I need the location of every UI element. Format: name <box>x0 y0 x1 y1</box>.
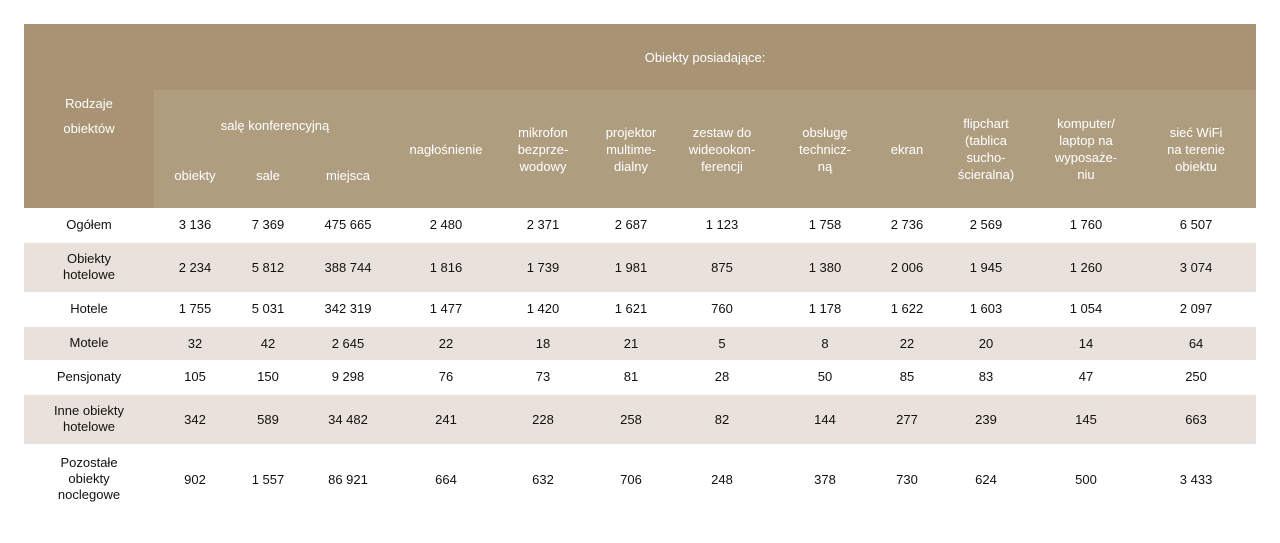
header-conf-objects: obiekty <box>174 167 216 183</box>
header-col-mikrofon: mikrofon bezprze- wodowy <box>517 124 569 174</box>
table-row <box>24 360 1256 394</box>
row-label: Motele <box>24 326 154 360</box>
table-cell: 241 <box>396 394 496 444</box>
table-cell: 239 <box>936 394 1036 444</box>
table-cell: 145 <box>1036 394 1136 444</box>
table-cell: 1 054 <box>1069 301 1103 317</box>
table-row <box>24 242 1256 292</box>
table-cell: 277 <box>878 394 936 444</box>
table-cell: 475 665 <box>324 217 372 233</box>
table-body <box>24 208 1256 514</box>
table-cell: 1 380 <box>772 242 878 292</box>
table-cell: 8 <box>772 326 878 360</box>
table-cell: 663 <box>1136 394 1256 444</box>
table-cell: 81 <box>623 369 639 385</box>
row-label: Inne obiekty hotelowe <box>24 394 154 444</box>
table-cell: 388 744 <box>300 242 396 292</box>
table-cell: 730 <box>896 471 918 487</box>
table-cell: 1 739 <box>496 242 590 292</box>
table-cell: 2 645 <box>300 326 396 360</box>
table-cell: 7 369 <box>251 217 285 233</box>
table-cell: 1 477 <box>429 301 463 317</box>
table-cell: 760 <box>711 301 733 317</box>
table-cell: 18 <box>496 326 590 360</box>
table-cell: 1 603 <box>969 301 1003 317</box>
table-cell: 342 <box>154 394 236 444</box>
row-label: Pozostałe obiekty noclegowe <box>57 455 121 502</box>
table-cell: 378 <box>814 471 836 487</box>
table-cell: 1 178 <box>808 301 842 317</box>
table-cell: 706 <box>620 471 642 487</box>
header-conf-seats: miejsca <box>325 167 371 183</box>
table-cell: 28 <box>714 369 730 385</box>
table-cell: 2 569 <box>969 217 1003 233</box>
table-cell: 1 621 <box>614 301 648 317</box>
table-cell: 2 480 <box>429 217 463 233</box>
table-cell: 1 260 <box>1036 242 1136 292</box>
table-cell: 1 420 <box>526 301 560 317</box>
table-row <box>24 292 1256 326</box>
table-cell: 50 <box>817 369 833 385</box>
table-cell: 76 <box>438 369 454 385</box>
table-cell: 85 <box>899 369 915 385</box>
table-cell: 2 687 <box>614 217 648 233</box>
table-cell: 22 <box>396 326 496 360</box>
table-cell: 1 760 <box>1069 217 1103 233</box>
table-cell: 1 945 <box>936 242 1036 292</box>
table-cell: 5 <box>672 326 772 360</box>
table-cell: 9 298 <box>331 369 365 385</box>
row-label: Hotele <box>70 300 108 316</box>
table-cell: 22 <box>878 326 936 360</box>
header-col-flipchart: flipchart (tablica sucho- ścieralna) <box>957 116 1015 182</box>
table-cell: 82 <box>672 394 772 444</box>
table-cell: 5 812 <box>236 242 300 292</box>
row-label: Obiekty hotelowe <box>24 242 154 292</box>
table-cell: 2 736 <box>890 217 924 233</box>
header-group-title: Obiekty posiadające: <box>154 24 1256 90</box>
table-cell: 47 <box>1078 369 1094 385</box>
table-cell: 105 <box>184 369 206 385</box>
table-cell: 500 <box>1075 471 1097 487</box>
table-cell: 2 371 <box>526 217 560 233</box>
header-conference-room: salę konferencyjną <box>220 118 330 133</box>
header-col-wifi: sieć WiFi na terenie obiektu <box>1167 124 1225 174</box>
table-cell: 150 <box>257 369 279 385</box>
table-cell: 1 557 <box>251 471 285 487</box>
table-cell: 1 981 <box>590 242 672 292</box>
table-row <box>24 394 1256 444</box>
table-cell: 664 <box>435 471 457 487</box>
table-cell: 250 <box>1185 369 1207 385</box>
table-cell: 1 816 <box>396 242 496 292</box>
table-cell: 144 <box>772 394 878 444</box>
table-cell: 5 031 <box>251 301 285 317</box>
table-cell: 624 <box>975 471 997 487</box>
header-col-ekran: ekran <box>890 141 924 157</box>
table-cell: 632 <box>532 471 554 487</box>
row-label: Pensjonaty <box>56 368 122 384</box>
table-cell: 2 006 <box>878 242 936 292</box>
table-cell: 42 <box>236 326 300 360</box>
header-col-komputer: komputer/ laptop na wyposaże- niu <box>1054 116 1118 182</box>
table-cell: 3 433 <box>1179 471 1213 487</box>
table-cell: 1 755 <box>178 301 212 317</box>
header-col-obsluga: obsługę technicz- ną <box>798 124 852 174</box>
table-cell: 3 136 <box>178 217 212 233</box>
header-col-projektor: projektor multime- dialny <box>605 124 657 174</box>
table-cell: 34 482 <box>300 394 396 444</box>
data-table-container <box>24 24 1256 514</box>
table-cell: 73 <box>535 369 551 385</box>
table-cell: 86 921 <box>328 471 368 487</box>
header-col-nagłośnienie: nagłośnienie <box>409 141 483 157</box>
header-col-zestaw: zestaw do wideookon- ferencji <box>688 124 756 174</box>
table-cell: 875 <box>672 242 772 292</box>
table-cell: 589 <box>236 394 300 444</box>
table-cell: 342 319 <box>324 301 372 317</box>
row-label: Ogółem <box>66 216 112 232</box>
table-cell: 2 097 <box>1179 301 1213 317</box>
table-row <box>24 208 1256 242</box>
conference-facilities-table <box>24 24 1256 514</box>
table-row <box>24 326 1256 360</box>
table-cell: 228 <box>496 394 590 444</box>
table-cell: 248 <box>711 471 733 487</box>
table-cell: 64 <box>1136 326 1256 360</box>
table-cell: 6 507 <box>1179 217 1213 233</box>
table-cell: 1 758 <box>808 217 842 233</box>
table-cell: 2 234 <box>154 242 236 292</box>
table-cell: 83 <box>978 369 994 385</box>
table-cell: 32 <box>154 326 236 360</box>
header-object-kinds: Rodzaje obiektów <box>24 24 154 208</box>
table-cell: 21 <box>590 326 672 360</box>
table-cell: 20 <box>936 326 1036 360</box>
table-row <box>24 444 1256 514</box>
table-cell: 1 622 <box>890 301 924 317</box>
header-conf-rooms: sale <box>256 167 280 183</box>
table-cell: 1 123 <box>705 217 739 233</box>
table-cell: 3 074 <box>1136 242 1256 292</box>
table-cell: 14 <box>1036 326 1136 360</box>
table-cell: 258 <box>590 394 672 444</box>
table-cell: 902 <box>184 471 206 487</box>
